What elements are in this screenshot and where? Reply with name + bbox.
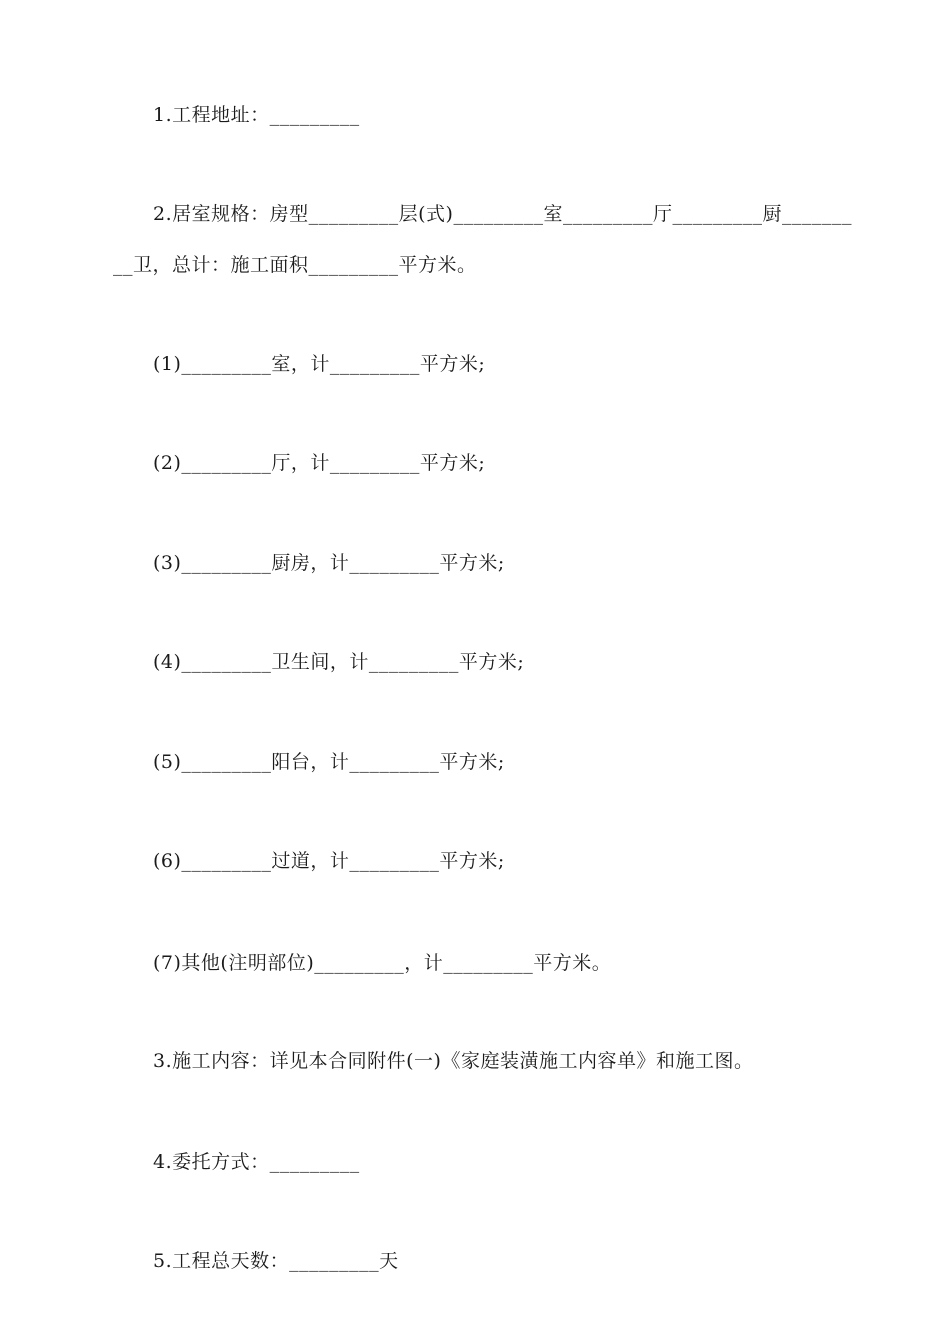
room-item-6: (6)_________过道，计_________平方米; — [153, 850, 505, 872]
room-item-1: (1)_________室，计_________平方米; — [153, 353, 486, 375]
room-spec-line: 2.居室规格：房型_________层(式)_________室_________厅_________厨_______ — [153, 203, 852, 225]
project-address-line: 1.工程地址：_________ — [153, 104, 360, 126]
room-item-2: (2)_________厅，计_________平方米; — [153, 452, 486, 474]
room-item-4: (4)_________卫生间，计_________平方米; — [153, 651, 525, 673]
room-item-5: (5)_________阳台，计_________平方米; — [153, 751, 505, 773]
delegation-method-line: 4.委托方式：_________ — [153, 1151, 360, 1173]
room-spec-continuation-line: __卫，总计：施工面积_________平方米。 — [113, 254, 477, 276]
total-days-line: 5.工程总天数：_________天 — [153, 1250, 399, 1272]
room-item-3: (3)_________厨房，计_________平方米; — [153, 552, 505, 574]
room-item-7: (7)其他(注明部位)_________，计_________平方米。 — [153, 952, 612, 974]
construction-content-line: 3.施工内容：详见本合同附件(一)《家庭装潢施工内容单》和施工图。 — [153, 1050, 754, 1072]
